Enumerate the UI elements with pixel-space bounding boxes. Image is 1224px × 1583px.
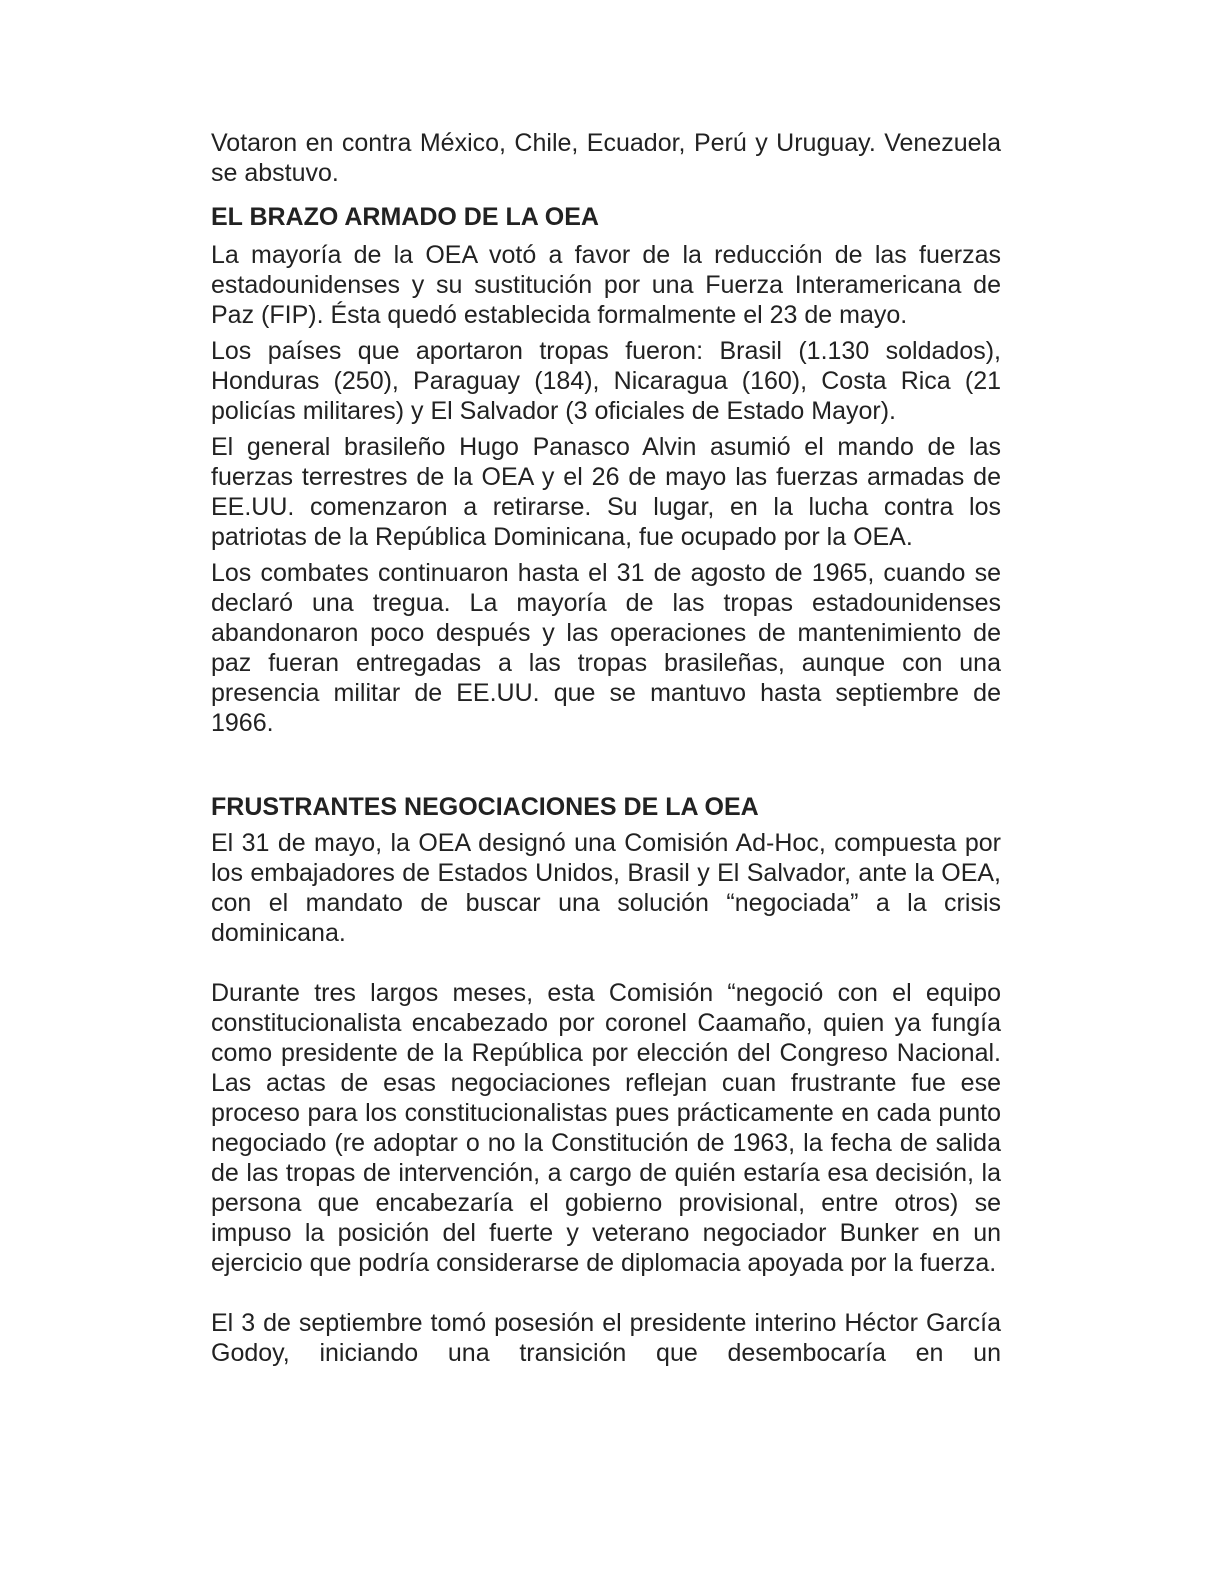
paragraph-reduccion-fuerzas: La mayoría de la OEA votó a favor de la reducción de las fuerzas estadounidenses y su sustitución por una Fuerza Interamericana de Paz (FIP). Ésta quedó establecida formalmente el 23 de mayo. — [211, 241, 1001, 329]
document-page — [211, 128, 1001, 1368]
paragraph-paises-tropas: Los países que aportaron tropas fueron: Brasil (1.130 soldados), Honduras (250), Paraguay (184), Nicaragua (160), Costa Rica (21 policías militares) y El Salvador (3 oficiales de Estado Mayor). — [211, 337, 1001, 425]
paragraph-garcia-godoy: El 3 de septiembre tomó posesión el presidente interino Héctor García Godoy, iniciando una transición que desembocaría en un — [211, 1309, 1001, 1367]
paragraph-combates-tregua: Los combates continuaron hasta el 31 de agosto de 1965, cuando se declaró una tregua. La mayoría de las tropas estadounidenses abandonaron poco después y las operaciones de mantenimiento de paz fueran entregadas a las tropas brasileñas, aunque con una presencia militar de EE.UU. que se mantuvo hasta septiembre de 1966. — [211, 559, 1001, 737]
intro-paragraph: Votaron en contra México, Chile, Ecuador, Perú y Uruguay. Venezuela se abstuvo. — [211, 129, 1001, 187]
paragraph-tres-meses: Durante tres largos meses, esta Comisión “negoció con el equipo constitucionalista encabezado por coronel Caamaño, quien ya fungía como presidente de la República por elección del Congreso Nacional. Las actas de esas negociaciones reflejan cuan frustrante fue ese proceso para los constitucionalistas pues prácticamente en cada punto negociado (re adoptar o no la Constitución de 1963, la fecha de salida de las tropas de intervención, a cargo de quién estaría esa decisión, la persona que encabezaría el gobierno provisional, entre otros) se impuso la posición del fuerte y veterano negociador Bunker en un ejercicio que podría considerarse de diplomacia apoyada por la fuerza. — [211, 979, 1001, 1277]
paragraph-general-brasileno: El general brasileño Hugo Panasco Alvin asumió el mando de las fuerzas terrestres de la OEA y el 26 de mayo las fuerzas armadas de EE.UU. comenzaron a retirarse. Su lugar, en la lucha contra los patriotas de la República Dominicana, fue ocupado por la OEA. — [211, 433, 1001, 551]
section-heading-negociaciones: FRUSTRANTES NEGOCIACIONES DE LA OEA — [211, 793, 759, 821]
section-heading-brazo-armado: EL BRAZO ARMADO DE LA OEA — [211, 203, 599, 231]
paragraph-comision-ad-hoc: El 31 de mayo, la OEA designó una Comisión Ad-Hoc, compuesta por los embajadores de Estados Unidos, Brasil y El Salvador, ante la OEA, con el mandato de buscar una solución “negociada” a la crisis dominicana. — [211, 829, 1001, 947]
